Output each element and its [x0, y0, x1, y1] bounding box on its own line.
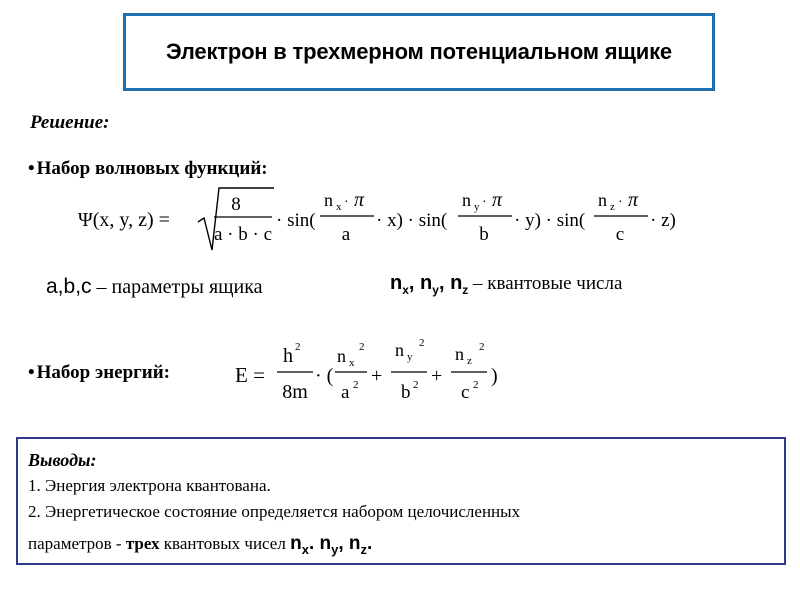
x-close-sin2: · x) · sin( [376, 210, 448, 231]
h-exp: 2 [295, 341, 301, 353]
svg-text:·: · [344, 195, 349, 210]
abc-symbols: a,b,c [46, 275, 92, 298]
e-den-b: b [401, 382, 411, 403]
pi-3: π [628, 189, 639, 211]
ny-sub: y [474, 201, 480, 213]
conclusion-line-1: 1. Энергия электрона квантована. [28, 476, 271, 495]
e-den-c: c [461, 382, 470, 403]
abc-text: параметры ящика [111, 276, 263, 298]
nz-n: n [598, 190, 607, 210]
den-b: b [479, 224, 489, 245]
bullet-icon: • [28, 158, 35, 179]
conclusions-box [16, 437, 786, 565]
wave-function-formula [78, 184, 688, 256]
den-a: a [341, 224, 351, 245]
e-den-c-exp: 2 [473, 379, 479, 391]
den-c: c [615, 224, 625, 245]
e-nx-sub: x [349, 357, 355, 369]
svg-text:·: · [618, 195, 623, 210]
e-nz-n: n [455, 344, 464, 364]
pi-2: π [492, 189, 503, 211]
y-close-sin3: · y) · sin( [514, 210, 586, 231]
abc-dash: – [91, 276, 112, 298]
energy-lhs: E = [235, 363, 265, 387]
sqrt-numerator: 8 [231, 194, 241, 215]
nz-sub: z [610, 201, 615, 213]
wave-functions-heading [28, 158, 268, 180]
title-box [123, 13, 715, 91]
wave-heading-text: Набор волновых функций: [36, 158, 268, 179]
e-ny-n: n [395, 340, 404, 360]
qn-text: квантовые числа [487, 273, 623, 294]
energy-close: ) [491, 365, 498, 387]
energy-heading [28, 362, 170, 384]
e-ny-exp: 2 [419, 337, 425, 349]
conclusions-title: Выводы: [28, 450, 97, 470]
nx-n: n [324, 190, 333, 210]
svg-text:·: · [482, 195, 487, 210]
energy-heading-text: Набор энергий: [36, 362, 171, 383]
e-den-a-exp: 2 [353, 379, 359, 391]
solution-label: Решение: [30, 112, 110, 133]
qn-nz: $n_z$ [450, 272, 469, 297]
qn-dash: – [468, 273, 488, 294]
box-parameters-note [46, 275, 263, 299]
energy-dot-open: · ( [315, 365, 334, 387]
z-close: · z) [650, 210, 676, 231]
e-ny-sub: y [407, 351, 413, 363]
qn-nx: $n_x$ [390, 272, 409, 297]
e-den-b-exp: 2 [413, 379, 419, 391]
e-nx-exp: 2 [359, 341, 365, 353]
sin1-open: · sin( [276, 210, 316, 231]
quantum-numbers-note: $n_x$, $n_y$, $n_z$ – квантовые числа [390, 272, 623, 297]
nx-sub: x [336, 201, 342, 213]
e-nz-sub: z [467, 355, 472, 367]
qn-ny: $n_y$ [420, 272, 439, 297]
psi-lhs: Ψ(x, y, z) = [78, 209, 170, 231]
plus-2: + [431, 365, 443, 387]
ny-n: n [462, 190, 471, 210]
pi-1: π [354, 189, 365, 211]
e-nz-exp: 2 [479, 341, 485, 353]
bullet-icon: • [28, 362, 35, 383]
conclusion-line-2: 2. Энергетическое состояние определяется набором целочисленных [28, 502, 521, 521]
energy-formula [235, 336, 515, 410]
slide-title: Электрон в трехмерном потенциальном ящике [166, 39, 672, 64]
sqrt-denominator: a · b · c [213, 224, 273, 245]
plus-1: + [371, 365, 383, 387]
h-symbol: h [283, 345, 293, 367]
den-8m: 8m [282, 381, 308, 403]
conclusion-line-3: параметров - трех квантовых чисел $n_x$. $n_y$, $n_z$. [28, 533, 373, 557]
e-den-a: a [341, 382, 350, 403]
e-nx-n: n [337, 346, 346, 366]
